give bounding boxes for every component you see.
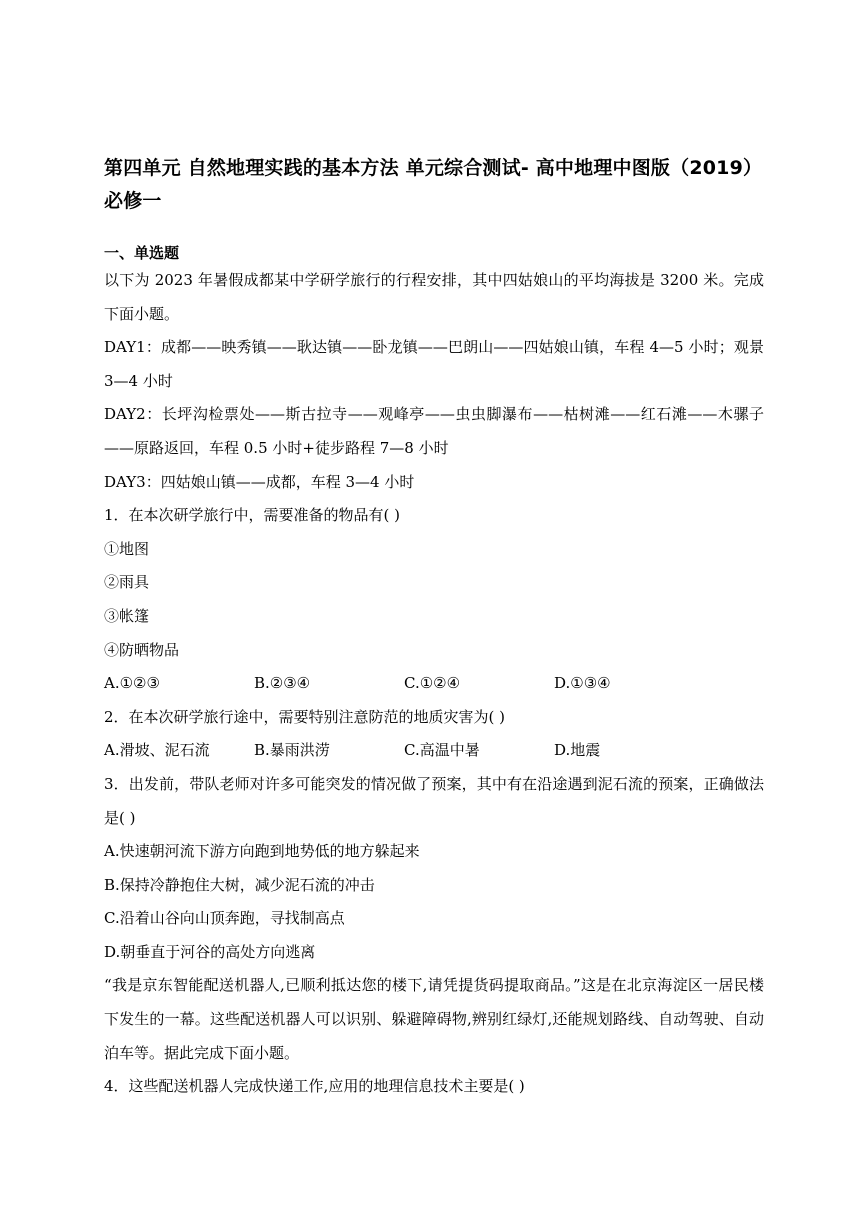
question-1-item: ④防晒物品 (104, 640, 180, 659)
question-1-item: ①地图 (104, 539, 150, 558)
question-2-stem: 2．在本次研学旅行途中，需要特别注意防范的地质灾害为( ) (104, 707, 506, 726)
question-1-option-b: B.②③④ (254, 674, 311, 693)
question-2-option-a: A.滑坡、泥石流 (104, 741, 210, 760)
itinerary-day3: DAY3：四姑娘山镇——成都，车程 3—4 小时 (104, 472, 415, 491)
question-2-option-b: B.暴雨洪涝 (254, 741, 330, 760)
question-2-option-d: D.地震 (554, 741, 601, 760)
itinerary-day1: DAY1：成都——映秀镇——耿达镇——卧龙镇——巴朗山——四姑娘山镇，车程 4—5 小时；观景 3—4 小时 (104, 338, 764, 390)
question-3-option-a: A.快速朝河流下游方向跑到地势低的地方躲起来 (104, 842, 420, 861)
question-1-option-c: C.①②④ (404, 674, 461, 693)
itinerary-day2: DAY2：长坪沟检票处——斯古拉寺——观峰亭——虫虫脚瀑布——枯树滩——红石滩——木骡子——原路返回，车程 0.5 小时+徒步路程 7—8 小时 (104, 405, 764, 457)
question-1-stem: 1．在本次研学旅行中，需要准备的物品有( ) (104, 506, 401, 525)
section-heading: 一、单选题 (104, 244, 180, 262)
question-1-item: ③帐篷 (104, 606, 150, 625)
document-body (104, 264, 764, 1104)
question-4-stem: 4．这些配送机器人完成快递工作,应用的地理信息技术主要是( ) (104, 1077, 525, 1096)
question-1-option-a: A.①②③ (104, 674, 160, 693)
question-1-item: ②雨具 (104, 573, 150, 592)
question-3-option-d: D.朝垂直于河谷的高处方向逃离 (104, 942, 316, 961)
document-title: 第四单元 自然地理实践的基本方法 单元综合测试- 高中地理中图版（2019）必修一 (104, 157, 763, 212)
question-2-option-c: C.高温中暑 (404, 741, 480, 760)
material-intro: 以下为 2023 年暑假成都某中学研学旅行的行程安排，其中四姑娘山的平均海拔是 3200 米。完成下面小题。 (104, 271, 764, 323)
question-2-options (104, 734, 764, 768)
question-3-option-c: C.沿着山谷向山顶奔跑，寻找制高点 (104, 909, 345, 928)
question-3-option-b: B.保持冷静抱住大树，减少泥石流的冲击 (104, 875, 375, 894)
question-1-option-d: D.①③④ (554, 674, 611, 693)
material-2-text: “我是京东智能配送机器人,已顺利抵达您的楼下,请凭提货码提取商品。”这是在北京海淀区一居民楼下发生的一幕。这些配送机器人可以识别、躲避障碍物,辨别红绿灯,还能规划路线、自动驾驶、自动泊车等。据此完成下面小题。 (104, 976, 764, 1062)
question-3-stem: 3．出发前，带队老师对许多可能突发的情况做了预案，其中有在沿途遇到泥石流的预案，正确做法是( ) (104, 774, 764, 827)
question-1-options (104, 667, 764, 701)
